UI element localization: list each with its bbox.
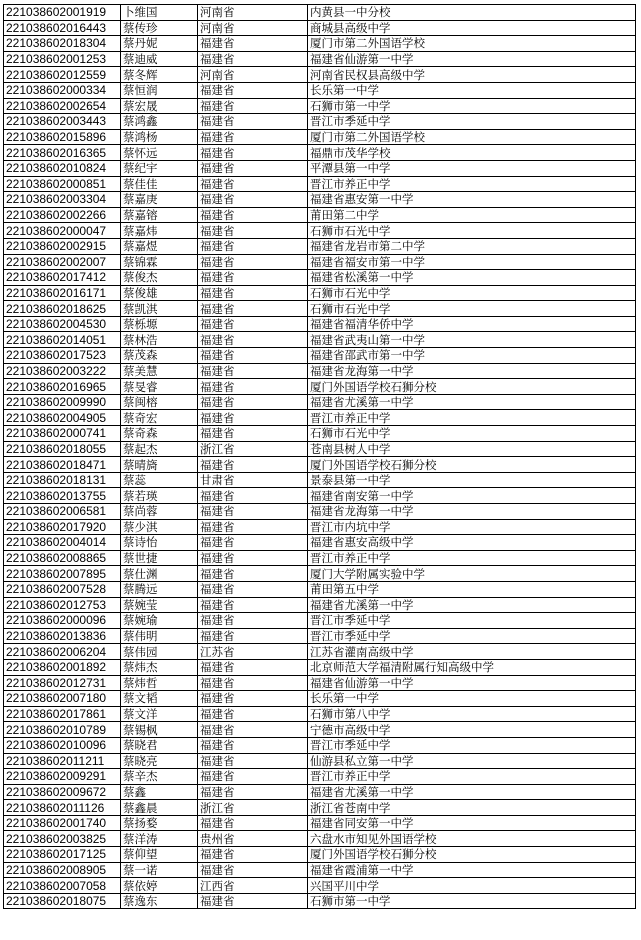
province-cell: 福建省 xyxy=(198,316,308,332)
school-name-cell: 厦门市第二外国语学校 xyxy=(308,36,636,52)
candidate-id-cell: 221038602004905 xyxy=(4,410,121,426)
province-cell: 江西省 xyxy=(198,878,308,894)
province-cell: 福建省 xyxy=(198,769,308,785)
candidate-id-cell: 221038602010824 xyxy=(4,160,121,176)
table-row xyxy=(4,316,636,332)
table-row xyxy=(4,176,636,192)
school-name-cell: 石狮市石光中学 xyxy=(308,223,636,239)
school-name-cell: 晋江市养正中学 xyxy=(308,410,636,426)
school-name-cell: 河南省民权县高级中学 xyxy=(308,67,636,83)
table-row xyxy=(4,878,636,894)
table-row xyxy=(4,160,636,176)
candidate-id-cell: 221038602010096 xyxy=(4,737,121,753)
school-name-cell: 长乐第一中学 xyxy=(308,691,636,707)
province-cell: 江苏省 xyxy=(198,644,308,660)
province-cell: 浙江省 xyxy=(198,800,308,816)
province-cell: 福建省 xyxy=(198,847,308,863)
table-row xyxy=(4,348,636,364)
candidate-id-cell: 221038602018131 xyxy=(4,472,121,488)
candidate-id-cell: 221038602006204 xyxy=(4,644,121,660)
table-row xyxy=(4,20,636,36)
student-name-cell: 蔡嘉炜 xyxy=(121,223,198,239)
school-name-cell: 莆田第五中学 xyxy=(308,581,636,597)
student-name-cell: 蔡林浩 xyxy=(121,332,198,348)
candidate-id-cell: 221038602002007 xyxy=(4,254,121,270)
school-name-cell: 福建省霞浦第一中学 xyxy=(308,862,636,878)
candidate-id-cell: 221038602017523 xyxy=(4,348,121,364)
province-cell: 福建省 xyxy=(198,379,308,395)
student-name-cell: 蔡婉莹 xyxy=(121,597,198,613)
province-cell: 福建省 xyxy=(198,410,308,426)
student-name-cell: 蔡丹妮 xyxy=(121,36,198,52)
table-row xyxy=(4,114,636,130)
student-name-cell: 蔡鑫晨 xyxy=(121,800,198,816)
candidate-id-cell: 221038602001919 xyxy=(4,5,121,21)
school-name-cell: 福建省武夷山第一中学 xyxy=(308,332,636,348)
candidate-id-cell: 221038602000096 xyxy=(4,613,121,629)
candidate-id-cell: 221038602001253 xyxy=(4,51,121,67)
candidate-id-cell: 221038602009672 xyxy=(4,784,121,800)
table-row xyxy=(4,753,636,769)
table-row xyxy=(4,270,636,286)
student-name-cell: 蔡冬辉 xyxy=(121,67,198,83)
province-cell: 福建省 xyxy=(198,613,308,629)
candidate-id-cell: 221038602001740 xyxy=(4,815,121,831)
candidate-id-cell: 221038602008905 xyxy=(4,862,121,878)
candidate-id-cell: 221038602000741 xyxy=(4,426,121,442)
school-name-cell: 石狮市石光中学 xyxy=(308,426,636,442)
province-cell: 贵州省 xyxy=(198,831,308,847)
student-name-cell: 蔡鸿杨 xyxy=(121,129,198,145)
candidate-id-cell: 221038602018304 xyxy=(4,36,121,52)
province-cell: 福建省 xyxy=(198,160,308,176)
table-body xyxy=(4,5,636,909)
school-name-cell: 莆田第二中学 xyxy=(308,207,636,223)
school-name-cell: 晋江市养正中学 xyxy=(308,769,636,785)
province-cell: 福建省 xyxy=(198,51,308,67)
table-row xyxy=(4,441,636,457)
student-name-cell: 蔡仕渊 xyxy=(121,566,198,582)
student-name-cell: 蔡仰望 xyxy=(121,847,198,863)
province-cell: 福建省 xyxy=(198,223,308,239)
table-row xyxy=(4,737,636,753)
student-name-cell: 蔡奇宏 xyxy=(121,410,198,426)
student-name-cell: 卜维国 xyxy=(121,5,198,21)
school-name-cell: 厦门外国语学校石狮分校 xyxy=(308,847,636,863)
table-row xyxy=(4,550,636,566)
candidate-id-cell: 221038602012731 xyxy=(4,675,121,691)
student-name-cell: 蔡文韬 xyxy=(121,691,198,707)
table-row xyxy=(4,145,636,161)
school-name-cell: 石狮市石光中学 xyxy=(308,285,636,301)
school-name-cell: 厦门外国语学校石狮分校 xyxy=(308,379,636,395)
province-cell: 福建省 xyxy=(198,535,308,551)
school-name-cell: 晋江市季延中学 xyxy=(308,114,636,130)
table-row xyxy=(4,504,636,520)
student-name-cell: 蔡婉瑜 xyxy=(121,613,198,629)
enrollment-table xyxy=(3,4,636,909)
candidate-id-cell: 221038602000334 xyxy=(4,82,121,98)
table-row xyxy=(4,410,636,426)
candidate-id-cell: 221038602003304 xyxy=(4,192,121,208)
table-row xyxy=(4,36,636,52)
table-row xyxy=(4,566,636,582)
school-name-cell: 平潭县第一中学 xyxy=(308,160,636,176)
province-cell: 福建省 xyxy=(198,114,308,130)
candidate-id-cell: 221038602016965 xyxy=(4,379,121,395)
student-name-cell: 蔡诗怡 xyxy=(121,535,198,551)
school-name-cell: 仙游县私立第一中学 xyxy=(308,753,636,769)
candidate-id-cell: 221038602011126 xyxy=(4,800,121,816)
province-cell: 福建省 xyxy=(198,285,308,301)
table-row xyxy=(4,659,636,675)
candidate-id-cell: 221038602012559 xyxy=(4,67,121,83)
candidate-id-cell: 221038602013836 xyxy=(4,628,121,644)
school-name-cell: 福建省松溪第一中学 xyxy=(308,270,636,286)
province-cell: 福建省 xyxy=(198,550,308,566)
table-row xyxy=(4,223,636,239)
student-name-cell: 蔡晴旖 xyxy=(121,457,198,473)
table-row xyxy=(4,769,636,785)
province-cell: 福建省 xyxy=(198,129,308,145)
student-name-cell: 蔡尚蓉 xyxy=(121,504,198,520)
candidate-id-cell: 221038602007895 xyxy=(4,566,121,582)
student-name-cell: 蔡晓君 xyxy=(121,737,198,753)
student-name-cell: 蔡伟明 xyxy=(121,628,198,644)
school-name-cell: 福建省惠安第一中学 xyxy=(308,192,636,208)
table-row xyxy=(4,815,636,831)
table-row xyxy=(4,332,636,348)
student-name-cell: 蔡伟园 xyxy=(121,644,198,660)
province-cell: 福建省 xyxy=(198,566,308,582)
student-name-cell: 蔡文洋 xyxy=(121,706,198,722)
province-cell: 河南省 xyxy=(198,5,308,21)
school-name-cell: 福建省尤溪第一中学 xyxy=(308,394,636,410)
candidate-id-cell: 221038602004530 xyxy=(4,316,121,332)
school-name-cell: 晋江市养正中学 xyxy=(308,550,636,566)
student-name-cell: 蔡怀远 xyxy=(121,145,198,161)
school-name-cell: 浙江省苍南中学 xyxy=(308,800,636,816)
province-cell: 福建省 xyxy=(198,426,308,442)
table-row xyxy=(4,519,636,535)
table-row xyxy=(4,254,636,270)
school-name-cell: 厦门大学附属实验中学 xyxy=(308,566,636,582)
candidate-id-cell: 221038602009291 xyxy=(4,769,121,785)
candidate-id-cell: 221038602018625 xyxy=(4,301,121,317)
student-name-cell: 蔡锦霖 xyxy=(121,254,198,270)
table-row xyxy=(4,535,636,551)
candidate-id-cell: 221038602003443 xyxy=(4,114,121,130)
table-row xyxy=(4,207,636,223)
candidate-id-cell: 221038602007058 xyxy=(4,878,121,894)
candidate-id-cell: 221038602016171 xyxy=(4,285,121,301)
candidate-id-cell: 221038602014051 xyxy=(4,332,121,348)
student-name-cell: 蔡锡枫 xyxy=(121,722,198,738)
table-row xyxy=(4,597,636,613)
province-cell: 福建省 xyxy=(198,722,308,738)
school-name-cell: 内黄县一中分校 xyxy=(308,5,636,21)
table-row xyxy=(4,426,636,442)
table-row xyxy=(4,192,636,208)
table-row xyxy=(4,457,636,473)
student-name-cell: 蔡俊杰 xyxy=(121,270,198,286)
school-name-cell: 石狮市第一中学 xyxy=(308,98,636,114)
table-row xyxy=(4,129,636,145)
student-name-cell: 蔡起杰 xyxy=(121,441,198,457)
table-row xyxy=(4,5,636,21)
province-cell: 甘肃省 xyxy=(198,472,308,488)
table-row xyxy=(4,301,636,317)
candidate-id-cell: 221038602001892 xyxy=(4,659,121,675)
student-name-cell: 蔡蕊 xyxy=(121,472,198,488)
candidate-id-cell: 221038602017920 xyxy=(4,519,121,535)
province-cell: 福建省 xyxy=(198,815,308,831)
school-name-cell: 福鼎市茂华学校 xyxy=(308,145,636,161)
candidate-id-cell: 221038602017125 xyxy=(4,847,121,863)
candidate-id-cell: 221038602002654 xyxy=(4,98,121,114)
student-name-cell: 蔡传珍 xyxy=(121,20,198,36)
candidate-id-cell: 221038602017861 xyxy=(4,706,121,722)
province-cell: 福建省 xyxy=(198,706,308,722)
province-cell: 福建省 xyxy=(198,675,308,691)
school-name-cell: 苍南县树人中学 xyxy=(308,441,636,457)
candidate-id-cell: 221038602016443 xyxy=(4,20,121,36)
table-row xyxy=(4,238,636,254)
school-name-cell: 晋江市季延中学 xyxy=(308,628,636,644)
candidate-id-cell: 221038602017412 xyxy=(4,270,121,286)
candidate-id-cell: 221038602008865 xyxy=(4,550,121,566)
table-row xyxy=(4,82,636,98)
school-name-cell: 福建省惠安高级中学 xyxy=(308,535,636,551)
student-name-cell: 蔡辛杰 xyxy=(121,769,198,785)
candidate-id-cell: 221038602009990 xyxy=(4,394,121,410)
student-name-cell: 蔡栎塬 xyxy=(121,316,198,332)
candidate-id-cell: 221038602012753 xyxy=(4,597,121,613)
candidate-id-cell: 221038602002266 xyxy=(4,207,121,223)
student-name-cell: 蔡茂森 xyxy=(121,348,198,364)
province-cell: 福建省 xyxy=(198,394,308,410)
candidate-id-cell: 221038602015896 xyxy=(4,129,121,145)
school-name-cell: 北京师范大学福清附属行知高级中学 xyxy=(308,659,636,675)
school-name-cell: 厦门外国语学校石狮分校 xyxy=(308,457,636,473)
table-row xyxy=(4,722,636,738)
student-name-cell: 蔡纪宇 xyxy=(121,160,198,176)
table-row xyxy=(4,706,636,722)
student-name-cell: 蔡逸东 xyxy=(121,893,198,909)
province-cell: 福建省 xyxy=(198,176,308,192)
student-name-cell: 蔡旻睿 xyxy=(121,379,198,395)
province-cell: 福建省 xyxy=(198,784,308,800)
candidate-id-cell: 221038602018055 xyxy=(4,441,121,457)
student-name-cell: 蔡洋涛 xyxy=(121,831,198,847)
school-name-cell: 景泰县第一中学 xyxy=(308,472,636,488)
table-row xyxy=(4,628,636,644)
student-name-cell: 蔡炜哲 xyxy=(121,675,198,691)
candidate-id-cell: 221038602016365 xyxy=(4,145,121,161)
province-cell: 福建省 xyxy=(198,862,308,878)
candidate-id-cell: 221038602003825 xyxy=(4,831,121,847)
school-name-cell: 福建省龙海第一中学 xyxy=(308,504,636,520)
candidate-id-cell: 221038602010789 xyxy=(4,722,121,738)
school-name-cell: 福建省福清华侨中学 xyxy=(308,316,636,332)
table-row xyxy=(4,847,636,863)
student-name-cell: 蔡少淇 xyxy=(121,519,198,535)
table-row xyxy=(4,51,636,67)
school-name-cell: 福建省尤溪第一中学 xyxy=(308,597,636,613)
candidate-id-cell: 221038602003222 xyxy=(4,363,121,379)
school-name-cell: 福建省尤溪第一中学 xyxy=(308,784,636,800)
province-cell: 福建省 xyxy=(198,192,308,208)
school-name-cell: 江苏省灌南高级中学 xyxy=(308,644,636,660)
table-row xyxy=(4,488,636,504)
province-cell: 福建省 xyxy=(198,893,308,909)
student-name-cell: 蔡晓亮 xyxy=(121,753,198,769)
table-row xyxy=(4,379,636,395)
school-name-cell: 福建省仙游第一中学 xyxy=(308,51,636,67)
school-name-cell: 晋江市养正中学 xyxy=(308,176,636,192)
province-cell: 福建省 xyxy=(198,207,308,223)
table-row xyxy=(4,800,636,816)
student-name-cell: 蔡鸿鑫 xyxy=(121,114,198,130)
province-cell: 福建省 xyxy=(198,363,308,379)
province-cell: 福建省 xyxy=(198,348,308,364)
school-name-cell: 石狮市石光中学 xyxy=(308,301,636,317)
candidate-id-cell: 221038602018075 xyxy=(4,893,121,909)
table-row xyxy=(4,394,636,410)
school-name-cell: 六盘水市知见外国语学校 xyxy=(308,831,636,847)
student-name-cell: 蔡世捷 xyxy=(121,550,198,566)
province-cell: 河南省 xyxy=(198,20,308,36)
table-row xyxy=(4,691,636,707)
student-name-cell: 蔡恒润 xyxy=(121,82,198,98)
student-name-cell: 蔡俊雄 xyxy=(121,285,198,301)
candidate-id-cell: 221038602018471 xyxy=(4,457,121,473)
student-name-cell: 蔡佳佳 xyxy=(121,176,198,192)
school-name-cell: 晋江市季延中学 xyxy=(308,613,636,629)
table-row xyxy=(4,363,636,379)
school-name-cell: 福建省同安第一中学 xyxy=(308,815,636,831)
school-name-cell: 福建省福安市第一中学 xyxy=(308,254,636,270)
student-name-cell: 蔡嘉镕 xyxy=(121,207,198,223)
student-name-cell: 蔡宏晟 xyxy=(121,98,198,114)
province-cell: 福建省 xyxy=(198,457,308,473)
school-name-cell: 晋江市内坑中学 xyxy=(308,519,636,535)
candidate-id-cell: 221038602013755 xyxy=(4,488,121,504)
table-row xyxy=(4,862,636,878)
province-cell: 福建省 xyxy=(198,753,308,769)
school-name-cell: 商城县高级中学 xyxy=(308,20,636,36)
province-cell: 福建省 xyxy=(198,254,308,270)
province-cell: 福建省 xyxy=(198,519,308,535)
province-cell: 福建省 xyxy=(198,332,308,348)
province-cell: 福建省 xyxy=(198,628,308,644)
candidate-id-cell: 221038602011211 xyxy=(4,753,121,769)
school-name-cell: 福建省仙游第一中学 xyxy=(308,675,636,691)
student-name-cell: 蔡腾远 xyxy=(121,581,198,597)
table-row xyxy=(4,98,636,114)
school-name-cell: 石狮市第八中学 xyxy=(308,706,636,722)
province-cell: 福建省 xyxy=(198,659,308,675)
province-cell: 福建省 xyxy=(198,737,308,753)
province-cell: 福建省 xyxy=(198,145,308,161)
student-name-cell: 蔡鑫 xyxy=(121,784,198,800)
table-row xyxy=(4,675,636,691)
province-cell: 福建省 xyxy=(198,270,308,286)
province-cell: 福建省 xyxy=(198,581,308,597)
student-name-cell: 蔡炜杰 xyxy=(121,659,198,675)
province-cell: 浙江省 xyxy=(198,441,308,457)
table-row xyxy=(4,644,636,660)
school-name-cell: 晋江市季延中学 xyxy=(308,737,636,753)
table-row xyxy=(4,613,636,629)
province-cell: 福建省 xyxy=(198,691,308,707)
school-name-cell: 福建省南安第一中学 xyxy=(308,488,636,504)
table-row xyxy=(4,285,636,301)
table-row xyxy=(4,784,636,800)
student-name-cell: 蔡若瑛 xyxy=(121,488,198,504)
table-row xyxy=(4,472,636,488)
student-name-cell: 蔡一诺 xyxy=(121,862,198,878)
school-name-cell: 福建省龙岩市第二中学 xyxy=(308,238,636,254)
province-cell: 福建省 xyxy=(198,82,308,98)
candidate-id-cell: 221038602004014 xyxy=(4,535,121,551)
student-name-cell: 蔡嘉庚 xyxy=(121,192,198,208)
province-cell: 福建省 xyxy=(198,36,308,52)
school-name-cell: 长乐第一中学 xyxy=(308,82,636,98)
province-cell: 福建省 xyxy=(198,301,308,317)
school-name-cell: 厦门市第二外国语学校 xyxy=(308,129,636,145)
candidate-id-cell: 221038602007528 xyxy=(4,581,121,597)
candidate-id-cell: 221038602000851 xyxy=(4,176,121,192)
student-name-cell: 蔡扬婺 xyxy=(121,815,198,831)
student-name-cell: 蔡依婷 xyxy=(121,878,198,894)
candidate-id-cell: 221038602002915 xyxy=(4,238,121,254)
school-name-cell: 福建省龙海第一中学 xyxy=(308,363,636,379)
candidate-id-cell: 221038602000047 xyxy=(4,223,121,239)
school-name-cell: 宁德市高级中学 xyxy=(308,722,636,738)
province-cell: 福建省 xyxy=(198,98,308,114)
candidate-id-cell: 221038602007180 xyxy=(4,691,121,707)
province-cell: 福建省 xyxy=(198,488,308,504)
table-row xyxy=(4,831,636,847)
table-row xyxy=(4,893,636,909)
student-name-cell: 蔡闽榕 xyxy=(121,394,198,410)
province-cell: 福建省 xyxy=(198,597,308,613)
school-name-cell: 福建省邵武市第一中学 xyxy=(308,348,636,364)
table-row xyxy=(4,67,636,83)
student-name-cell: 蔡迪威 xyxy=(121,51,198,67)
school-name-cell: 石狮市第一中学 xyxy=(308,893,636,909)
student-name-cell: 蔡美慧 xyxy=(121,363,198,379)
province-cell: 福建省 xyxy=(198,238,308,254)
student-name-cell: 蔡嘉煜 xyxy=(121,238,198,254)
table-row xyxy=(4,581,636,597)
province-cell: 河南省 xyxy=(198,67,308,83)
student-name-cell: 蔡凯淇 xyxy=(121,301,198,317)
school-name-cell: 兴国平川中学 xyxy=(308,878,636,894)
province-cell: 福建省 xyxy=(198,504,308,520)
student-name-cell: 蔡奇森 xyxy=(121,426,198,442)
candidate-id-cell: 221038602006581 xyxy=(4,504,121,520)
